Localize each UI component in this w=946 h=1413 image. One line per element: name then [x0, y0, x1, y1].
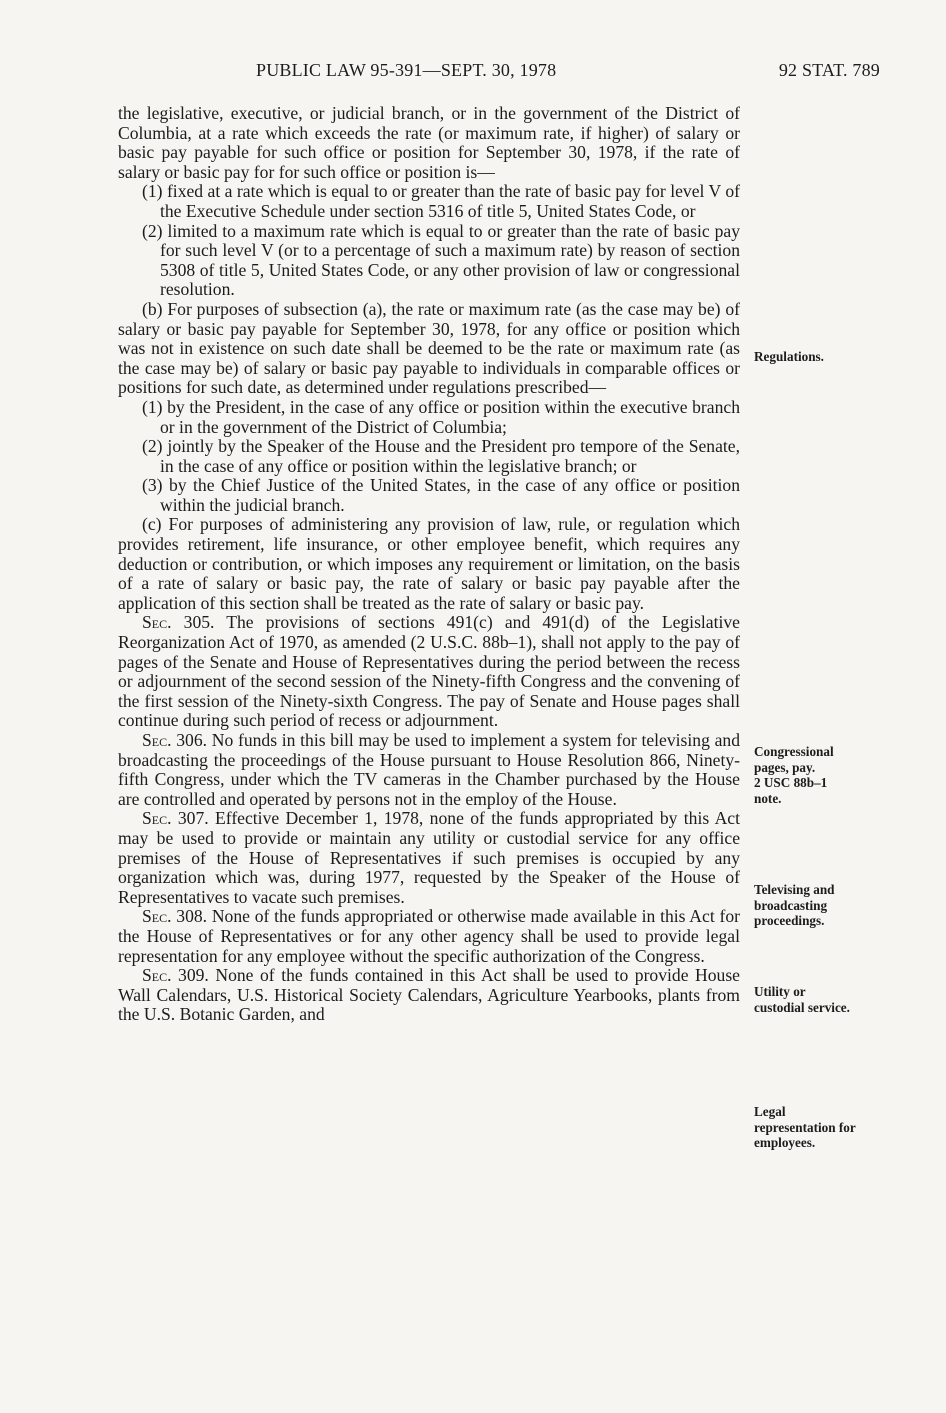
clause-b-1: (1) by the President, in the case of any office or position within the executive branch or in the government of the District of Columbia;	[142, 396, 740, 437]
margin-note-line: Utility or	[754, 984, 806, 999]
section-308	[118, 907, 740, 966]
margin-note-line: representation for	[754, 1119, 856, 1135]
body-text	[118, 104, 740, 1025]
section-305	[118, 613, 740, 731]
margin-note-line: broadcasting	[754, 897, 828, 913]
section-306-label: Sec. 306.	[142, 730, 208, 750]
clause-a-1: (1) fixed at a rate which is equal to or greater than the rate of basic pay for level V of the Executive Schedule under section 5316 of title 5, United States Code, or	[142, 181, 740, 221]
subsection-c: (c) For purposes of administering any provision of law, rule, or regulation which provides retirement, life insurance, or other employee benefit, which requires any deduction or contribution, or which imposes any requirement or limitation, on the basis of a rate of salary or basic pay, the rate of salary or basic pay payable after the application of this section shall be treated as the rate of salary or basic pay.	[118, 514, 740, 613]
margin-note-legal-representation	[754, 1104, 884, 1151]
section-305-text: The provisions of sections 491(c) and 491(d) of the Legislative Reorganization Act of 1970, as amended (2 U.S.C. 88b–1), shall not apply to the pay of pages of the Senate and House of Representatives during the period between the recess or adjournment of the second session of the Ninety-fifth Congress and the convening of the first session of the Ninety-sixth Congress. The pay of Senate and House pages shall continue during such period of recess or adjournment.	[118, 612, 740, 731]
clause-b-3: (3) by the Chief Justice of the United States, in the case of any office or position within the judicial branch.	[142, 475, 740, 515]
section-306	[118, 731, 740, 809]
margin-note-line: proceedings.	[754, 913, 825, 929]
margin-note-line: Legal	[754, 1104, 786, 1119]
margin-note-line: employees.	[754, 1135, 816, 1151]
section-307-label: Sec. 307.	[142, 808, 209, 829]
section-309-text: None of the funds contained in this Act shall be used to provide House Wall Calendars, U.S. Historical Society Calendars, Agriculture Yearbooks, plants from the U.S. Botanic Garden, and	[118, 965, 740, 1025]
section-307-text: Effective December 1, 1978, none of the funds appropriated by this Act may be used to provide or maintain any utility or custodial service for any office premises of the House of Representatives if such premises is occupied by any organization which was, during 1977, requested by the Speaker of the House of Representatives to vacate such premises.	[118, 808, 740, 907]
paragraph-continuation: the legislative, executive, or judicial branch, or in the government of the District of Columbia, at a rate which exceeds the rate (or maximum rate, if higher) of salary or basic pay payable for such office or position for September 30, 1978, if the rate of salary or basic pay for for such office or position is—	[118, 103, 740, 182]
section-305-label: Sec. 305.	[142, 612, 215, 633]
section-306-text: No funds in this bill may be used to implement a system for televising and broadcasting the proceedings of the House pursuant to House Resolution 866, Ninety-fifth Congress, under which the TV cameras in the Chamber purchased by the House are controlled and operated by persons not in the employ of the House.	[118, 730, 740, 809]
margin-note-televising	[754, 882, 884, 929]
section-309-label: Sec. 309.	[142, 965, 209, 986]
margin-note-line: 2 USC 88b–1	[754, 775, 828, 791]
margin-note-utility	[754, 984, 884, 1015]
page-header-title: PUBLIC LAW 95-391—SEPT. 30, 1978	[256, 60, 557, 80]
margin-note-line: note.	[754, 790, 782, 806]
clause-b-2: (2) jointly by the Speaker of the House and the President pro tempore of the Senate, in the case of any office or position within the legislative branch; or	[142, 436, 740, 476]
running-head	[118, 60, 880, 84]
page-header-stat-number: 92 STAT. 789	[778, 60, 880, 80]
subsection-b: (b) For purposes of subsection (a), the rate or maximum rate (as the case may be) of salary or basic pay payable for September 30, 1978, for any office or position which was not in existence on such date shall be deemed to be the rate or maximum rate (as the case may be) of salary or basic pay payable to individuals in comparable offices or positions for such date, as determined under regulations prescribed—	[118, 298, 740, 398]
section-307	[118, 809, 740, 907]
section-309	[118, 966, 740, 1025]
margin-note-line: pages, pay.	[754, 759, 816, 775]
margin-note-line: Televising and	[754, 882, 835, 897]
clause-a-2: (2) limited to a maximum rate which is equal to or greater than the rate of basic pay for such level V (or to a percentage of such a maximum rate) by reason of section 5308 of title 5, United States Code, or any other provision of law or congressional resolution.	[142, 220, 740, 300]
margin-note-line: custodial service.	[754, 999, 850, 1015]
margin-note-congressional-pages	[754, 744, 884, 806]
margin-note-line: Regulations.	[754, 349, 824, 364]
margin-note-regulations	[754, 349, 884, 365]
margin-note-line: Congressional	[754, 744, 834, 759]
section-308-label: Sec. 308.	[142, 906, 208, 927]
section-308-text: None of the funds appropriated or otherwise made available in this Act for the House of Representatives or for any other agency shall be used to provide legal representation for any employee without the specific authorization of the Congress.	[118, 906, 740, 966]
